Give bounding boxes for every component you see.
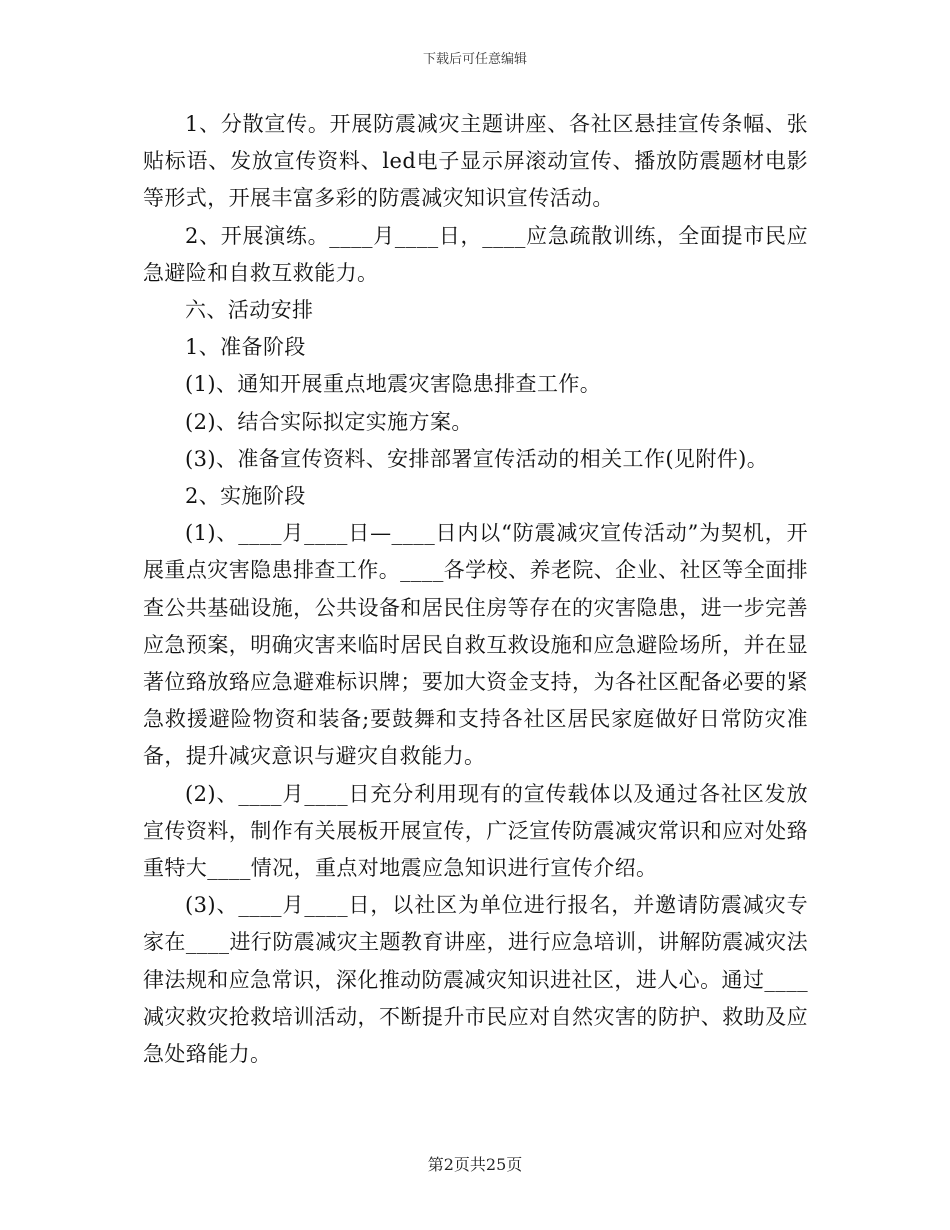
- section-heading-activity-arrangement: 六、活动安排: [185, 298, 314, 323]
- list-item-prep-1: (1)、通知开展重点地震灾害隐患排查工作。: [185, 372, 602, 397]
- list-item-impl-1: (1)、____月____日—____日内以“防震减灾宣传活动”为契机，开展重点灾害隐患排查工作。____各学校、养老院、企业、社区等全面排查公共基础设施，公共设备和居民住房等存在的灾害隐患，进一步完善应急预案，明确灾害来临时居民自救互救设施和应急避险场所，并在显著位臵放臵应急避难标识牌；要加大资金支持，为各社区配备必要的紧急救援避险物资和装备;要鼓舞和支持各社区居民家庭做好日常防灾准备，提升减灾意识与避灾自救能力。: [143, 521, 808, 769]
- subheading-implementation-stage: 2、实施阶段: [185, 484, 306, 509]
- paragraph-dispersed-publicity: 1、分散宣传。开展防震减灾主题讲座、各社区悬挂宣传条幅、张贴标语、发放宣传资料、led电子显示屏滚动宣传、播放防震题材电影等形式，开展丰富多彩的防震减灾知识宣传活动。: [143, 112, 808, 211]
- list-item-impl-2: (2)、____月____日充分利用现有的宣传载体以及通过各社区发放宣传资料，制作有关展板开展宣传，广泛宣传防震减灾常识和应对处臵重特大____情况，重点对地震应急知识进行宣传介绍。: [143, 781, 808, 881]
- list-item-impl-3: (3)、____月____日，以社区为单位进行报名，并邀请防震减灾专家在____进行防震减灾主题教育讲座，进行应急培训，讲解防震减灾法律法规和应急常识，深化推动防震减灾知识进社区，进人心。通过____减灾救灾抢救培训活动，不断提升市民应对自然灾害的防护、救助及应急处臵能力。: [143, 893, 808, 1067]
- paragraph-drill: 2、开展演练。____月____日，____应急疏散训练，全面提市民应急避险和自救互救能力。: [143, 223, 808, 285]
- document-body: [143, 106, 808, 1073]
- page-header: 下载后可任意编辑: [422, 52, 527, 67]
- subheading-preparation-stage: 1、准备阶段: [185, 335, 306, 360]
- list-item-prep-3: (3)、准备宣传资料、安排部署宣传活动的相关工作(见附件)。: [185, 446, 769, 471]
- list-item-prep-2: (2)、结合实际拟定实施方案。: [185, 409, 473, 434]
- page-footer: 第2页共25页: [427, 1155, 523, 1174]
